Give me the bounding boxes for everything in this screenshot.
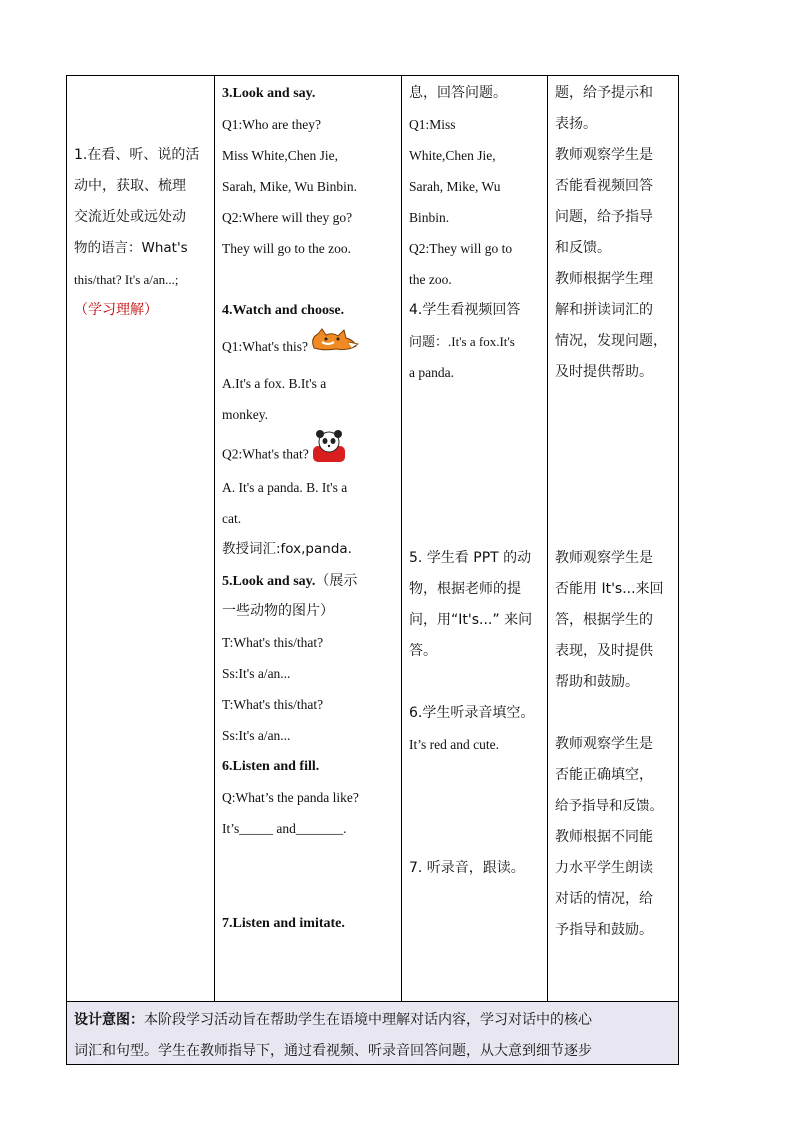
assessment-line: 否能看视频回答 xyxy=(555,178,653,194)
student-line: It’s red and cute. xyxy=(409,737,499,752)
design-intent-section xyxy=(67,1002,678,1064)
column-divider xyxy=(547,76,548,1001)
section-note: （展示 xyxy=(315,573,358,589)
section-title: 7.Listen and imitate. xyxy=(222,916,345,931)
design-intent-line: 词汇和句型。学生在教师指导下，通过看视频、听录音回答问题，从大意到细节逐步 xyxy=(74,1043,592,1059)
section-title-row xyxy=(222,565,400,596)
student-line: a panda. xyxy=(409,365,454,380)
student-line: 息，回答问题。 xyxy=(409,85,507,101)
vocab-text: 教授词汇:fox,panda. xyxy=(222,541,352,557)
student-line: the zoo. xyxy=(409,272,452,287)
student-activities-column xyxy=(409,78,546,884)
section-title: 5.Look and say. xyxy=(222,574,316,589)
student-line: 4.学生看视频回答 xyxy=(409,302,521,318)
assessment-line: 及时提供帮助。 xyxy=(555,364,653,380)
question-text: Q2:What's that? xyxy=(222,446,309,462)
column-divider xyxy=(401,76,402,1001)
assessment-line: 教师根据学生理 xyxy=(555,271,653,287)
dialogue-line: Ss:It's a/an... xyxy=(222,728,291,743)
assessment-line: 帮助和鼓励。 xyxy=(555,674,639,690)
assessment-line: 问题，给予指导 xyxy=(555,209,653,225)
student-line: 物，根据老师的提 xyxy=(409,581,521,597)
section-title: 4.Watch and choose. xyxy=(222,303,345,318)
design-intent-text: 本阶段学习活动旨在帮助学生在语境中理解对话内容，学习对话中的核心 xyxy=(144,1012,592,1028)
assessment-line: 教师根据不同能 xyxy=(555,829,653,845)
assessment-column xyxy=(555,78,679,946)
assessment-line: 题，给予提示和 xyxy=(555,85,653,101)
student-line: Q1:Miss xyxy=(409,117,456,132)
objective-column xyxy=(74,140,212,326)
assessment-line: 解和拼读词汇的 xyxy=(555,302,653,318)
question-row xyxy=(222,430,400,472)
lesson-table xyxy=(66,75,679,1065)
assessment-line: 表扬。 xyxy=(555,116,597,132)
assessment-line: 教师观察学生是 xyxy=(555,736,653,752)
answer-text: They will go to the zoo. xyxy=(222,241,351,256)
teacher-activities-column xyxy=(222,78,400,939)
option-text: A.It's a fox. B.It's a xyxy=(222,376,327,391)
objective-line: 1.在看、听、说的活 xyxy=(74,147,200,163)
student-line: Binbin. xyxy=(409,210,450,225)
question-text: Q1:What's this? xyxy=(222,339,309,354)
question-text: Q:What’s the panda like? xyxy=(222,790,359,805)
assessment-line: 否能正确填空， xyxy=(555,767,653,783)
objective-line: 动中，获取、梳理 xyxy=(74,178,186,194)
assessment-line: 表现，及时提供 xyxy=(555,643,653,659)
objective-line: this/that? It's a/an...; xyxy=(74,272,179,287)
assessment-line: 教师观察学生是 xyxy=(555,550,653,566)
student-line: White,Chen Jie, xyxy=(409,148,496,163)
assessment-line: 对话的情况，给 xyxy=(555,891,653,907)
dialogue-line: T:What's this/that? xyxy=(222,697,324,712)
answer-text: Sarah, Mike, Wu Binbin. xyxy=(222,179,357,194)
option-text: monkey. xyxy=(222,407,268,422)
section-title: 3.Look and say. xyxy=(222,86,316,101)
assessment-line: 答，根据学生的 xyxy=(555,612,653,628)
student-line: Sarah, Mike, Wu xyxy=(409,179,501,194)
option-text: cat. xyxy=(222,511,242,526)
answer-text: Miss White,Chen Jie, xyxy=(222,148,338,163)
student-line: 问，用“It's...” 来问 xyxy=(409,612,533,628)
assessment-line: 力水平学生朗读 xyxy=(555,860,653,876)
assessment-line: 否能用 It's...来回 xyxy=(555,581,664,597)
objective-tag: （学习理解） xyxy=(74,302,158,318)
assessment-line: 教师观察学生是 xyxy=(555,147,653,163)
assessment-line: 给予指导和反馈。 xyxy=(555,798,663,814)
objective-line: 交流近处或远处动 xyxy=(74,209,186,225)
section-title: 6.Listen and fill. xyxy=(222,759,320,774)
student-line: Q2:They will go to xyxy=(409,241,513,256)
dialogue-line: Ss:It's a/an... xyxy=(222,666,291,681)
student-line: 7. 听录音，跟读。 xyxy=(409,860,525,876)
student-line: 问题：.It's a fox.It's xyxy=(409,334,515,349)
objective-line: 物的语言：What's xyxy=(74,240,188,256)
question-text: Q1:Who are they? xyxy=(222,117,321,132)
student-line: 5. 学生看 PPT 的动 xyxy=(409,550,532,566)
assessment-line: 情况，发现问题， xyxy=(555,333,667,349)
dialogue-line: T:What's this/that? xyxy=(222,635,324,650)
option-text: A. It's a panda. B. It's a xyxy=(222,480,348,495)
student-line: 答。 xyxy=(409,643,437,659)
column-divider xyxy=(214,76,215,1001)
section-note: 一些动物的图片） xyxy=(222,603,334,619)
assessment-line: 和反馈。 xyxy=(555,240,611,256)
design-intent-label: 设计意图： xyxy=(74,1012,144,1028)
design-intent-line xyxy=(74,1005,670,1036)
question-text: Q2:Where will they go? xyxy=(222,210,353,225)
fill-blank-text: It’s_____ and_______. xyxy=(222,821,347,836)
student-line: 6.学生听录音填空。 xyxy=(409,705,535,721)
question-row xyxy=(222,326,400,368)
fox-image xyxy=(308,326,360,369)
assessment-line: 予指导和鼓励。 xyxy=(555,922,653,938)
